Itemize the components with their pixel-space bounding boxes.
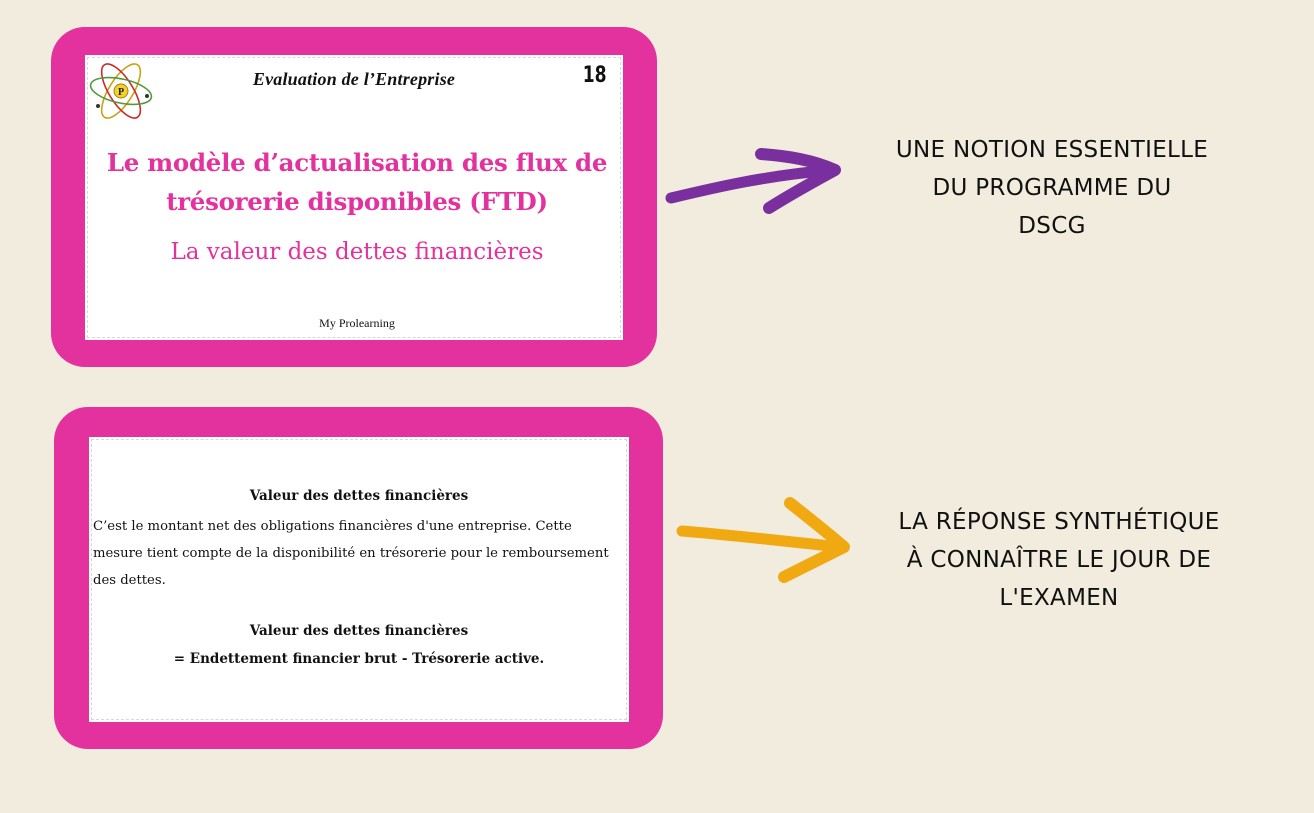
caption-bottom-line-3: L'EXAMEN (999, 585, 1119, 611)
caption-bottom (852, 503, 1266, 617)
definition-text: C’est le montant net des obligations financières d'une entreprise. Cette mesure tient compte de la disponibilité en trésorerie pour le remboursement des dettes. (93, 519, 609, 588)
card-title-line-1: Le modèle d’actualisation des flux de (106, 148, 608, 177)
caption-bottom-line-2: À CONNAÎTRE LE JOUR DE (906, 547, 1212, 573)
card-title (91, 143, 623, 221)
caption-top-line-2: DU PROGRAMME DU (932, 175, 1172, 201)
caption-bottom-line-1: LA RÉPONSE SYNTHÉTIQUE (898, 509, 1220, 535)
card-title-line-2: trésorerie disponibles (FTD) (166, 187, 548, 216)
caption-top-line-3: DSCG (1018, 213, 1086, 239)
caption-top-line-1: UNE NOTION ESSENTIELLE (895, 137, 1209, 163)
flashcard-front (85, 55, 623, 340)
card-subtitle: La valeur des dettes financières (170, 239, 544, 265)
caption-top (850, 131, 1254, 245)
logo-letter: P (117, 87, 125, 98)
card-header-title: Evaluation de l’Entreprise (252, 69, 456, 89)
formula-label: Valeur des dettes financières (249, 623, 469, 639)
card-number: 18 (583, 63, 607, 88)
flashcard-back (89, 437, 629, 722)
definition-heading: Valeur des dettes financières (249, 488, 469, 504)
arrow-right-icon (672, 495, 857, 585)
arrow-right-icon (663, 140, 848, 220)
formula: = Endettement financier brut - Trésorerie active. (173, 651, 545, 667)
card-footer-brand: My Prolearning (319, 316, 395, 330)
